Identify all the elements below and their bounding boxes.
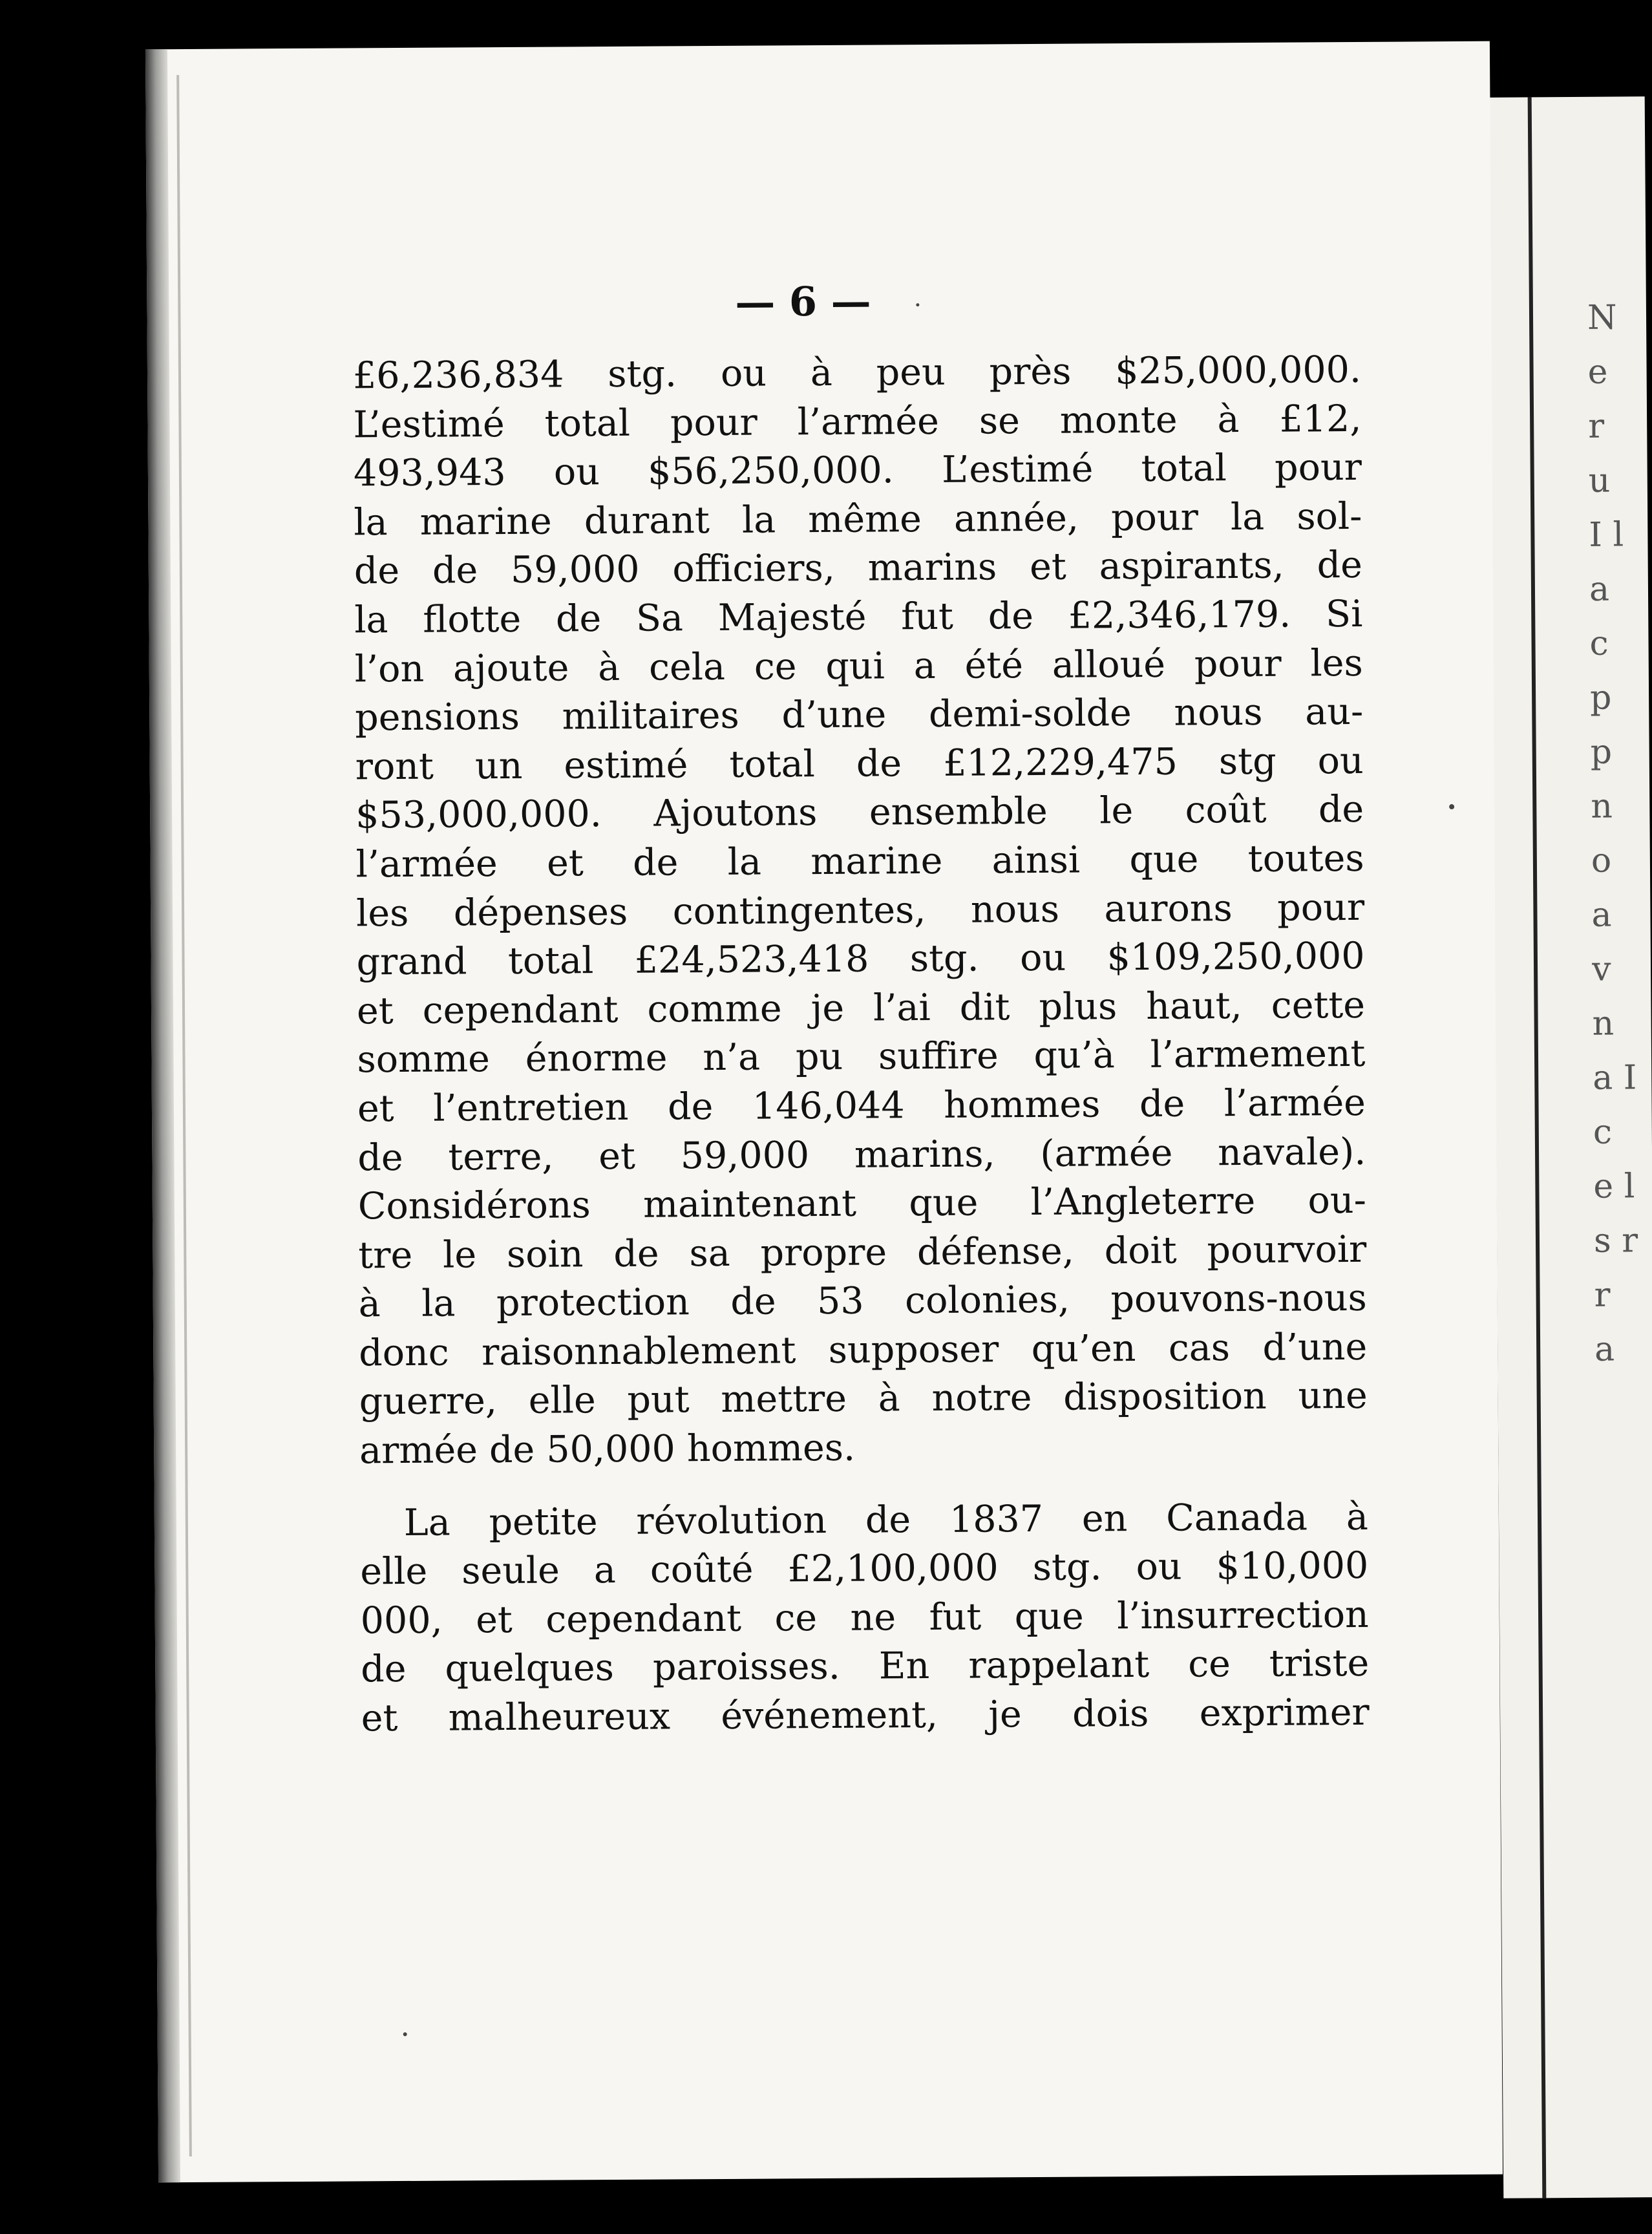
page-number: — 6 — xyxy=(735,277,871,326)
paragraph-2 xyxy=(360,1493,1370,1743)
text-line: armée de 50,000 hommes. xyxy=(359,1426,856,1473)
text-line: et l’entretien de 146,044 hommes de l’armée xyxy=(357,1081,1366,1131)
facing-page-partial-text: N e r u I l a c p p n o a v n a I c e l s r r a xyxy=(1587,298,1638,1369)
text-line: donc raisonnablement supposer qu’en cas d’une xyxy=(359,1325,1368,1375)
text-line: somme énorme n’a pu suffire qu’à l’armement xyxy=(357,1032,1366,1081)
text-line: ront un estimé total de £12,229,475 stg ou xyxy=(355,739,1364,789)
scan-speck xyxy=(916,303,919,306)
scan-speck xyxy=(403,2032,407,2036)
page-gutter-shadow xyxy=(145,49,180,2182)
paragraph-1 xyxy=(353,346,1368,1476)
text-line: pensions militaires d’une demi-solde nous au- xyxy=(355,690,1364,739)
text-line: l’on ajoute à cela ce qui a été alloué pour les xyxy=(354,641,1363,690)
text-line: Considérons maintenant que l’Angleterre ou- xyxy=(357,1178,1367,1228)
text-line: et malheureux événement, je dois exprimer xyxy=(361,1690,1370,1740)
text-line: grand total £24,523,418 stg. ou $109,250,000 xyxy=(356,935,1365,984)
text-line: 000, et cependant ce ne fut que l’insurrection xyxy=(360,1593,1369,1643)
text-line: la flotte de Sa Majesté fut de £2,346,179. Si xyxy=(354,592,1363,642)
text-line: à la protection de 53 colonies, pouvons-nous xyxy=(358,1277,1367,1326)
text-line: de quelques paroisses. En rappelant ce triste xyxy=(361,1642,1370,1691)
body-text xyxy=(353,346,1370,1743)
scan-speck xyxy=(1449,804,1454,809)
text-line: les dépenses contingentes, nous aurons pour xyxy=(355,886,1365,935)
text-line: l’armée et de la marine ainsi que toutes xyxy=(355,836,1364,886)
page-binding-line xyxy=(176,75,192,2156)
text-line: guerre, elle put mettre à notre disposition une xyxy=(359,1374,1368,1423)
text-line: tre le soin de sa propre défense, doit pourvoir xyxy=(358,1228,1367,1277)
document-page xyxy=(145,41,1503,2183)
text-line: de de 59,000 officiers, marins et aspirants, de xyxy=(354,544,1363,593)
text-line: et cependant comme je l’ai dit plus haut, cette xyxy=(356,983,1366,1033)
text-line: L’estimé total pour l’armée se monte à £12, xyxy=(353,397,1362,447)
text-line: 493,943 ou $56,250,000. L’estimé total pour xyxy=(353,446,1362,495)
facing-page-edge xyxy=(1489,96,1652,2198)
facing-page-spine-line xyxy=(1528,97,1547,2198)
text-line: elle seule a coûté £2,100,000 stg. ou $10,000 xyxy=(360,1544,1369,1593)
text-line: $53,000,000. Ajoutons ensemble le coût de xyxy=(355,788,1364,837)
text-line: La petite révolution de 1837 en Canada à xyxy=(403,1495,1369,1544)
text-line: de terre, et 59,000 marins, (armée navale). xyxy=(357,1130,1366,1179)
text-line: la marine durant la même année, pour la sol- xyxy=(354,495,1362,544)
text-line: £6,236,834 stg. ou à peu près $25,000,000. xyxy=(352,348,1362,398)
